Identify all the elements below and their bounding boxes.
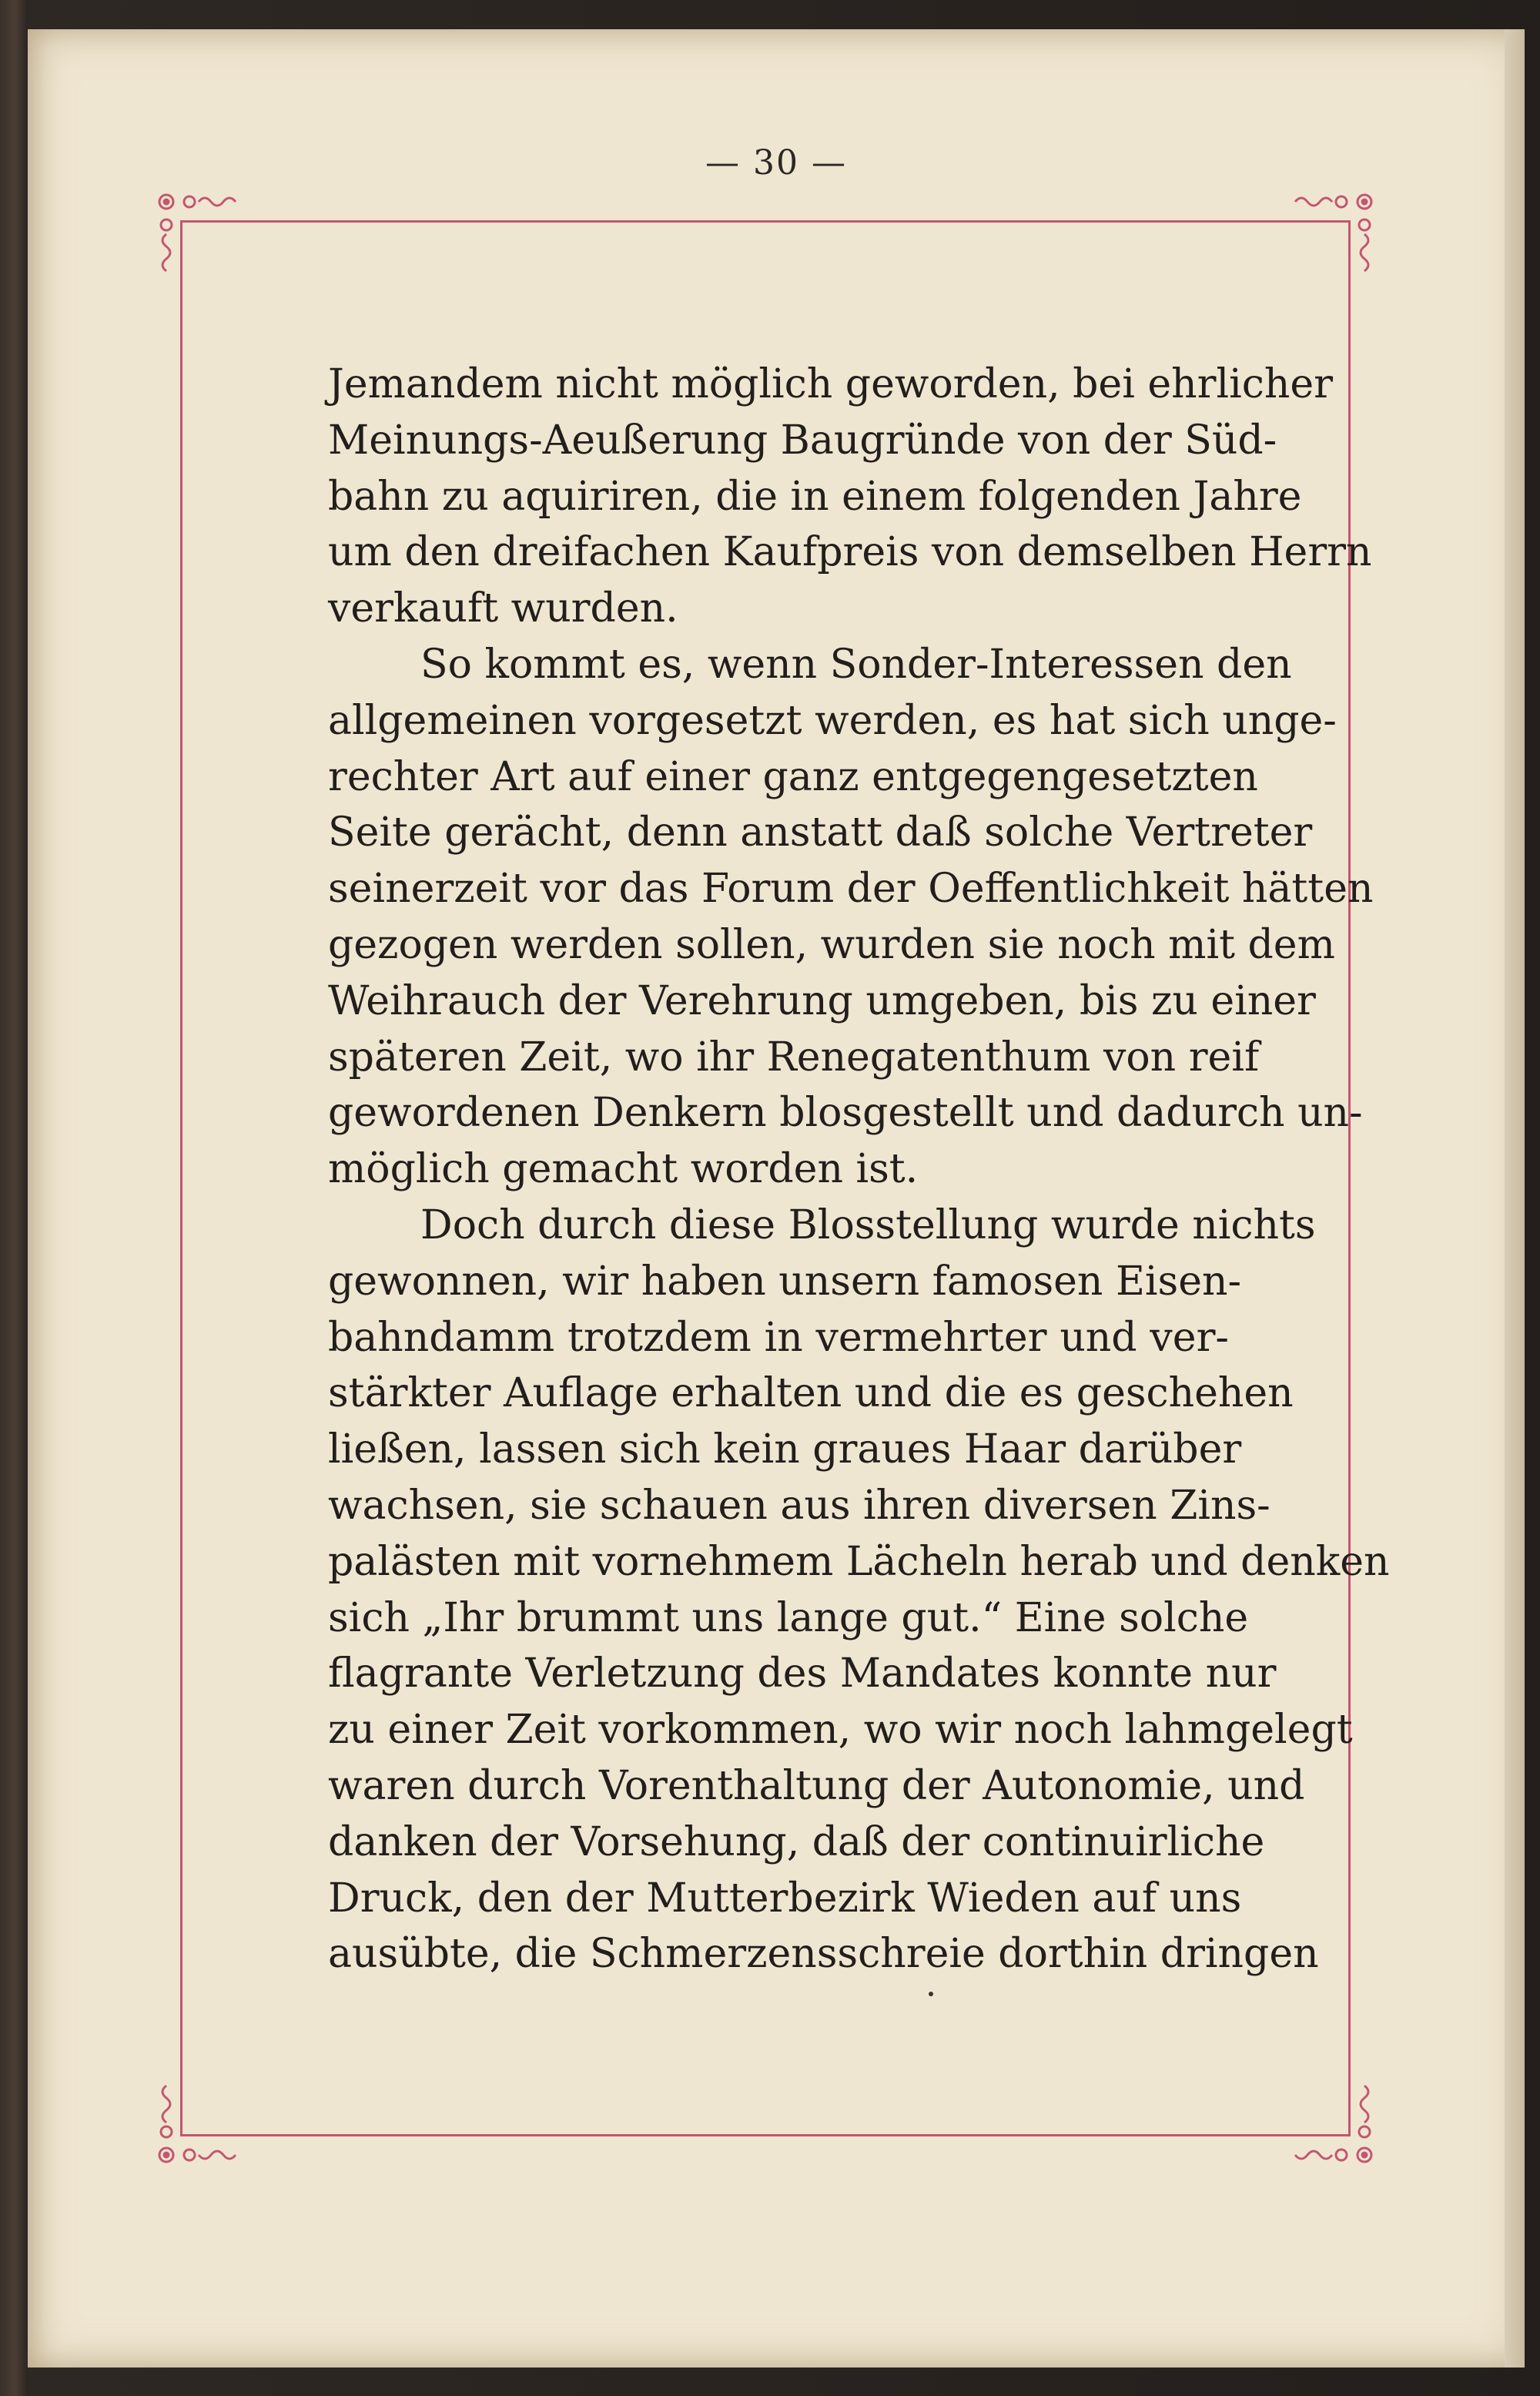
text-line: stärkter Auflage erhalten und die es geschehen <box>328 1370 1294 1417</box>
text-line: um den dreifachen Kaufpreis von demselben Herrn <box>328 529 1372 576</box>
text-line: danken der Vorsehung, daß der continuirliche <box>328 1818 1265 1865</box>
text-line: rechter Art auf einer ganz entgegengesetzten <box>328 753 1258 800</box>
text-line: gewordenen Denkern blosgestellt und dadurch un- <box>328 1090 1363 1137</box>
corner-ornament-icon <box>1289 185 1381 277</box>
text-line: flagrante Verletzung des Mandates konnte nur <box>328 1650 1277 1697</box>
text-line: zu einer Zeit vorkommen, wo wir noch lahmgelegt <box>328 1707 1353 1754</box>
text-line: wachsen, sie schauen aus ihren diversen Zins- <box>328 1482 1270 1529</box>
text-line: Seite gerächt, denn anstatt daß solche Vertreter <box>328 809 1313 856</box>
paper-speck <box>929 1992 933 1996</box>
text-line: bahndamm trotzdem in vermehrter und ver- <box>328 1314 1229 1361</box>
text-line: Weihrauch der Verehrung umgeben, bis zu einer <box>328 977 1316 1024</box>
corner-ornament-icon <box>149 185 242 277</box>
text-line: gezogen werden sollen, wurden sie noch mit dem <box>328 921 1335 968</box>
paper-sheet <box>28 29 1525 2368</box>
text-line: seinerzeit vor das Forum der Oeffentlichkeit hätten <box>328 866 1374 913</box>
text-line: gewonnen, wir haben unsern famosen Eisen- <box>328 1258 1242 1305</box>
text-line: Meinungs-Aeußerung Baugründe von der Süd- <box>328 417 1277 464</box>
corner-ornament-icon <box>149 2079 242 2172</box>
text-line: ausübte, die Schmerzensschreie dorthin dringen <box>328 1931 1319 1978</box>
text-line: späteren Zeit, wo ihr Renegatenthum von reif <box>328 1034 1260 1081</box>
text-line: möglich gemacht worden ist. <box>328 1146 919 1193</box>
text-line: verkauft wurden. <box>328 585 678 632</box>
body-text <box>328 357 1390 1982</box>
page-number: — 30 — <box>705 143 847 183</box>
text-line: allgemeinen vorgesetzt werden, es hat sich unge- <box>328 697 1337 744</box>
text-line: ließen, lassen sich kein graues Haar darüber <box>328 1426 1242 1473</box>
corner-ornament-icon <box>1289 2079 1381 2172</box>
text-line: Druck, den der Mutterbezirk Wieden auf uns <box>328 1875 1242 1922</box>
text-line: sich „Ihr brummt uns lange gut.“ Eine solche <box>328 1594 1249 1641</box>
page-edge <box>1505 29 1525 2368</box>
text-line: palästen mit vornehmem Lächeln herab und denken <box>328 1538 1390 1585</box>
text-line: Doch durch diese Blosstellung wurde nichts <box>420 1201 1316 1248</box>
text-line: So kommt es, wenn Sonder-Interessen den <box>420 641 1292 688</box>
text-line: waren durch Vorenthaltung der Autonomie, und <box>328 1762 1305 1809</box>
text-line: Jemandem nicht möglich geworden, bei ehrlicher <box>328 361 1333 407</box>
text-line: bahn zu aquiriren, die in einem folgenden Jahre <box>328 473 1302 520</box>
